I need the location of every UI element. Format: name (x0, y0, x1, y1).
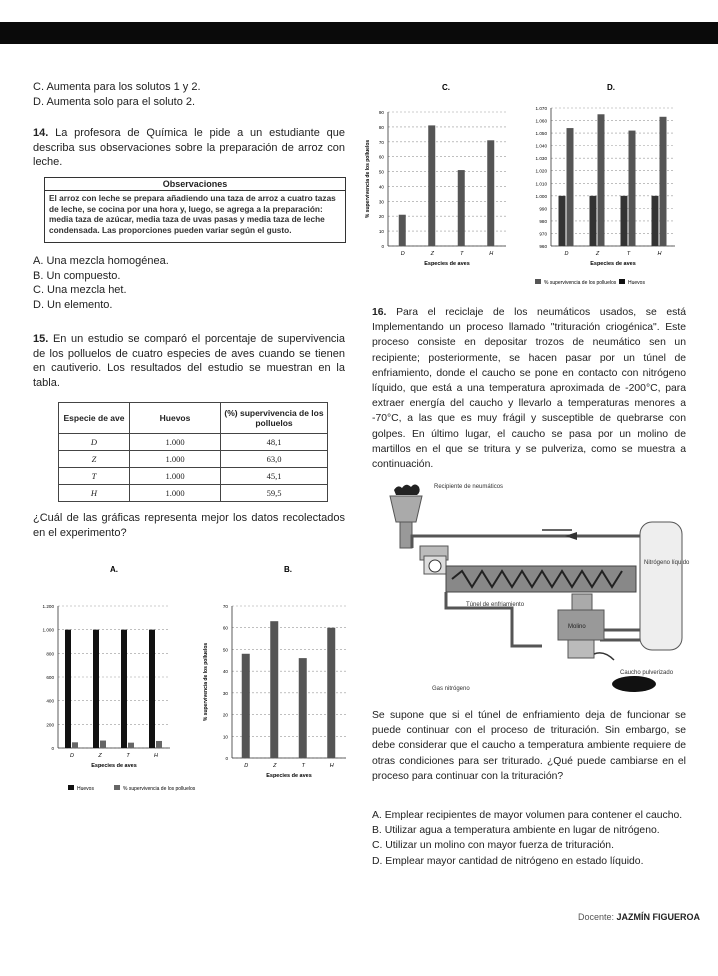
table-cell: 1.000 (130, 434, 221, 451)
x-axis-label: Especies de aves (91, 763, 137, 769)
table-cell: D (59, 434, 130, 451)
nitrogen-tank (640, 522, 682, 650)
y-tick-label: 40 (378, 184, 384, 190)
bar-T-0 (621, 196, 628, 246)
y-tick-label: 70 (378, 139, 384, 145)
bar-D-0 (65, 630, 71, 748)
previous-options (33, 80, 353, 109)
y-tick-label: 960 (539, 244, 547, 249)
chart-b (200, 562, 350, 802)
x-tick-label: D (564, 251, 569, 257)
bar-T-0 (458, 170, 465, 246)
x-tick-label: D (244, 763, 249, 769)
label-recipiente: Recipiente de neumáticos (434, 484, 504, 490)
y-tick-label: 20 (222, 712, 228, 718)
teacher-name: JAZMÍN FIGUEROA (616, 912, 701, 922)
y-tick-label: 20 (378, 214, 384, 220)
bar-Z-0 (428, 125, 435, 246)
bar-H-0 (487, 140, 494, 246)
table-cell: 1.000 (130, 485, 221, 502)
observations-title: Observaciones (45, 178, 345, 191)
y-tick-label: 200 (46, 722, 54, 728)
y-tick-label: 60 (222, 625, 228, 631)
bar-T-0 (299, 658, 307, 758)
x-tick-label: D (70, 753, 74, 759)
survival-table (58, 402, 328, 502)
rubber-powder-icon (612, 676, 656, 692)
legend-swatch (114, 785, 120, 790)
hopper-icon (390, 496, 422, 522)
table-header: Especie de ave (59, 403, 130, 434)
y-tick-label: 600 (46, 675, 54, 680)
label-tunel: Túnel de enfriamiento (466, 602, 525, 608)
y-tick-label: 90 (378, 110, 384, 115)
y-axis-label: % supervivencia de los polluelos (365, 139, 371, 219)
x-tick-label: H (329, 763, 334, 769)
y-tick-label: 10 (378, 229, 384, 235)
question-15-number: 15. (33, 333, 49, 345)
x-tick-label: T (460, 251, 464, 257)
y-tick-label: 1.070 (535, 106, 547, 111)
observations-text: El arroz con leche se prepara añadiendo una taza de arroz a cuatro tazas de leche, se cocina por una hora y, luego, se agrega a la preparación: media taza de azúcar, media taza de uvas pasas y media taza de leche condensada. Las proporciones pueden variar según el gusto. (49, 193, 336, 235)
bar-D-1 (72, 742, 78, 748)
table-cell: 1.000 (130, 468, 221, 485)
option-d-prev: D. Aumenta solo para el soluto 2. (33, 95, 196, 108)
label-molino: Molino (568, 624, 586, 630)
table-header-row (59, 403, 328, 434)
y-tick-label: 800 (46, 651, 54, 657)
label-caucho: Caucho pulverizado (620, 670, 674, 676)
table-row (59, 485, 328, 502)
option-a: A. Una mezcla homogénea. (33, 255, 169, 267)
x-tick-label: H (489, 251, 494, 257)
option-d: D. Un elemento. (33, 298, 113, 311)
chart-c (362, 80, 510, 290)
question-14 (33, 126, 345, 170)
question-16 (372, 305, 686, 472)
y-axis-label: % supervivencia de los polluelos (203, 642, 209, 722)
y-tick-label: 970 (539, 231, 547, 237)
y-tick-label: 70 (222, 604, 228, 609)
table-cell: 45,1 (221, 468, 328, 485)
legend-label: % supervivencia de los polluelos (123, 786, 196, 792)
y-tick-label: 30 (222, 690, 228, 696)
x-tick-label: T (126, 753, 130, 759)
option-c: C. Una mezcla het. (33, 284, 127, 296)
x-tick-label: H (657, 251, 662, 257)
cryogenic-process-diagram (372, 478, 692, 703)
table-cell: 48,1 (221, 434, 328, 451)
legend-label: % supervivencia de los polluelos (544, 280, 617, 286)
x-tick-label: T (626, 251, 631, 257)
y-tick-label: 0 (225, 756, 228, 761)
table-cell: 59,5 (221, 485, 328, 502)
y-tick-label: 990 (539, 206, 547, 212)
chart-title: A. (110, 565, 118, 574)
bar-T-1 (629, 131, 636, 246)
y-tick-label: 80 (378, 124, 384, 130)
mill-top (572, 594, 592, 610)
x-tick-label: Z (595, 251, 600, 257)
chart-title: D. (607, 83, 615, 92)
x-tick-label: D (400, 251, 405, 257)
table-row (59, 451, 328, 468)
question-16-number: 16. (372, 307, 387, 318)
bar-Z-0 (270, 621, 278, 758)
y-tick-label: 400 (46, 698, 54, 704)
tire-chunks-icon (394, 485, 420, 496)
legend-swatch (619, 279, 625, 284)
table-row (59, 434, 328, 451)
output-chute (594, 653, 614, 660)
option-c: C. Utilizar un molino con mayor fuerza de trituración. (372, 840, 614, 852)
y-tick-label: 0 (381, 244, 384, 249)
footer (578, 912, 700, 922)
option-c-prev: C. Aumenta para los solutos 1 y 2. (33, 81, 201, 93)
y-tick-label: 30 (378, 199, 384, 205)
bar-H-1 (660, 117, 667, 246)
x-tick-label: Z (273, 763, 277, 769)
table-header: Huevos (130, 403, 221, 434)
hopper-neck (400, 522, 412, 548)
arrow-left-icon (565, 532, 577, 540)
bar-H-0 (327, 628, 335, 758)
bar-Z-0 (590, 196, 597, 246)
question-16-prompt: Se supone que si el túnel de enfriamiento deja de funcionar se puede continuar con el proceso de trituración. Sin embargo, se debe considerar que el caucho a temperatura ambiente requiere de otras condiciones para ser triturado. ¿Qué puede cambiarse en el proceso para continuar con la trituración? (372, 710, 686, 782)
chart-title: B. (284, 565, 292, 574)
bar-D-0 (559, 196, 566, 246)
bar-Z-1 (100, 741, 106, 748)
question-16-text: Para el reciclaje de los neumáticos usados, se está Implementando un proceso llamado "trituración criogénica". Este proceso consiste en depositar trozos de neumático sen un recipiente; posteriormente, se hacen pasar por un túnel de enfriamiento, donde el caucho se pone en contacto con nitrógeno líquido, que está a una temperatura aproximada de -200°C, para extraer energía del caucho y llevarlo a temperaturas menores a -70°C, a las que es muy frágil y susceptible de quebrarse con golpes. En último lugar, el caucho se pasa por un molino de martillos en el que se tritura y se pulveriza, como se muestra a continuación. (372, 307, 686, 471)
option-d: D. Emplear mayor cantidad de nitrógeno en estado líquido. (372, 855, 644, 867)
legend-label: Huevos (628, 280, 645, 286)
bar-T-0 (121, 630, 127, 748)
y-tick-label: 1.050 (535, 131, 547, 137)
table-cell: H (59, 485, 130, 502)
y-tick-label: 1.020 (535, 168, 547, 174)
chart-a (30, 562, 196, 802)
pipe-return (446, 592, 542, 646)
bar-Z-0 (93, 630, 99, 748)
y-tick-label: 1.010 (535, 181, 547, 187)
legend-swatch (68, 785, 74, 790)
x-axis-label: Especies de aves (266, 773, 312, 779)
bar-D-0 (242, 654, 250, 758)
y-tick-label: 1.000 (42, 627, 54, 633)
question-15 (33, 332, 345, 390)
option-b: B. Un compuesto. (33, 269, 121, 282)
y-tick-label: 1.040 (535, 143, 547, 149)
chart-title: C. (442, 83, 450, 92)
x-tick-label: Z (98, 753, 102, 759)
y-tick-label: 10 (222, 734, 228, 740)
bar-D-1 (567, 128, 574, 246)
observations-box (44, 177, 346, 243)
y-tick-label: 50 (222, 647, 228, 653)
y-tick-label: 1.200 (42, 604, 54, 609)
y-tick-label: 1.000 (535, 193, 547, 199)
table-row (59, 468, 328, 485)
table-cell: Z (59, 451, 130, 468)
bar-H-0 (149, 630, 155, 748)
question-15-prompt: ¿Cuál de las gráficas representa mejor los datos recolectados en el experimento? (33, 512, 345, 539)
x-tick-label: Z (430, 251, 434, 257)
option-b: B. Utilizar agua a temperatura ambiente en lugar de nitrógeno. (372, 825, 660, 837)
bar-T-1 (128, 743, 134, 748)
question-14-number: 14. (33, 127, 49, 139)
question-14-options (33, 254, 333, 312)
legend-swatch (535, 279, 541, 284)
table-cell: 1.000 (130, 451, 221, 468)
table-cell: 63,0 (221, 451, 328, 468)
x-axis-label: Especies de aves (590, 261, 636, 267)
y-tick-label: 60 (378, 154, 384, 160)
question-14-text: La profesora de Química le pide a un estudiante que describa sus observaciones sobre la preparación de arroz con leche. (33, 127, 345, 168)
y-tick-label: 0 (51, 746, 54, 751)
legend-label: Huevos (77, 786, 94, 792)
mill-base (568, 640, 594, 658)
chart-d (525, 80, 685, 290)
bar-Z-1 (598, 114, 605, 246)
y-tick-label: 40 (222, 669, 228, 675)
table-cell: T (59, 468, 130, 485)
bar-D-0 (399, 215, 406, 246)
x-tick-label: H (154, 753, 158, 759)
bar-H-0 (652, 196, 659, 246)
question-15-text: En un estudio se comparó el porcentaje de supervivencia de los polluelos de cuatro especies de aves cuando se tienen en cautiverio. Los resultados del estudio se muestran en la tabla. (33, 333, 345, 389)
label-gas: Gas nitrógeno (432, 686, 470, 692)
bar-H-1 (156, 741, 162, 748)
footer-label: Docente: (578, 912, 615, 922)
table-header: (%) supervivencia de los polluelos (221, 403, 328, 434)
x-axis-label: Especies de aves (424, 261, 470, 267)
question-16-options (372, 808, 688, 869)
label-nitrogeno: Nitrógeno líquido (644, 560, 690, 566)
y-tick-label: 1.030 (535, 156, 547, 162)
y-tick-label: 980 (539, 218, 547, 224)
x-tick-label: T (301, 763, 305, 769)
y-tick-label: 50 (378, 169, 384, 175)
option-a: A. Emplear recipientes de mayor volumen para contener el caucho. (372, 810, 683, 821)
top-black-bar (0, 22, 718, 44)
gear-icon (429, 560, 441, 572)
y-tick-label: 1.060 (535, 118, 547, 124)
